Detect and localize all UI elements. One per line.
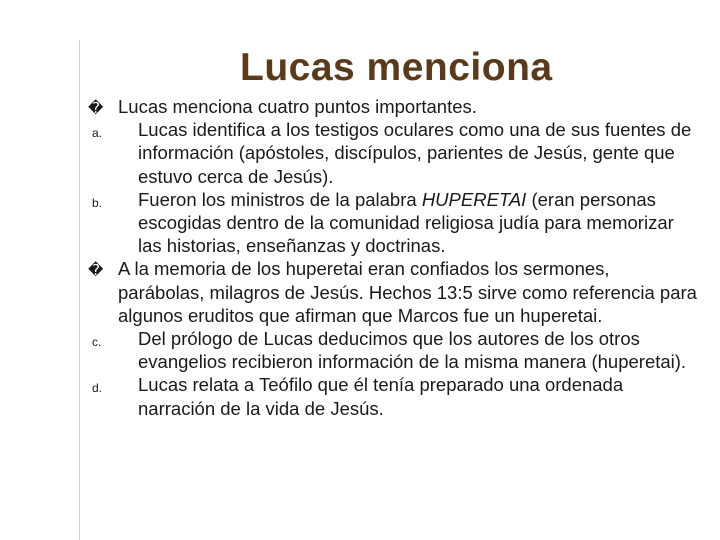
lettered-item-d — [88, 373, 698, 419]
bullet-item — [88, 257, 698, 327]
bullet-glyph-icon: � — [88, 99, 104, 117]
item-text-start: Fueron los ministros de la palabra — [138, 188, 422, 210]
item-marker: b. — [92, 195, 103, 210]
slide-body — [88, 95, 698, 420]
item-text: Lucas identifica a los testigos oculares como una de sus fuentes de información (apóstoles, discípulos, parientes de Jesús, gente que estuvo cerca de Jesús). — [138, 119, 692, 187]
item-text-end: (eran personas escogidas dentro de la comunidad religiosa judía para memorizar las historias, enseñanzas y doctrinas. — [138, 188, 674, 257]
left-divider-line — [79, 40, 80, 540]
lettered-item-c — [88, 327, 698, 373]
bullet-item — [88, 95, 698, 118]
bullet-text: A la memoria de los huperetai eran confiados los sermones, parábolas, milagros de Jesús. Hechos 13:5 sirve como referencia para algunos eruditos que afirman que Marcos fue un huperetai. — [118, 258, 697, 326]
item-marker: c. — [92, 335, 102, 350]
item-marker: d. — [92, 381, 103, 396]
lettered-item-b — [88, 188, 698, 258]
item-italic-term: HUPERETAI — [421, 188, 527, 210]
bullet-glyph-icon: � — [88, 261, 104, 280]
lettered-item-a — [88, 118, 698, 188]
item-marker: a. — [92, 126, 103, 141]
item-text: Del prólogo de Lucas deducimos que los autores de los otros evangelios recibieron información de la misma manera (huperetai). — [138, 328, 687, 373]
bullet-text: Lucas menciona cuatro puntos importantes. — [118, 96, 477, 117]
item-text: Lucas relata a Teófilo que él tenía preparado una ordenada narración de la vida de Jesús. — [138, 374, 624, 419]
slide-title: Lucas menciona — [240, 46, 553, 89]
